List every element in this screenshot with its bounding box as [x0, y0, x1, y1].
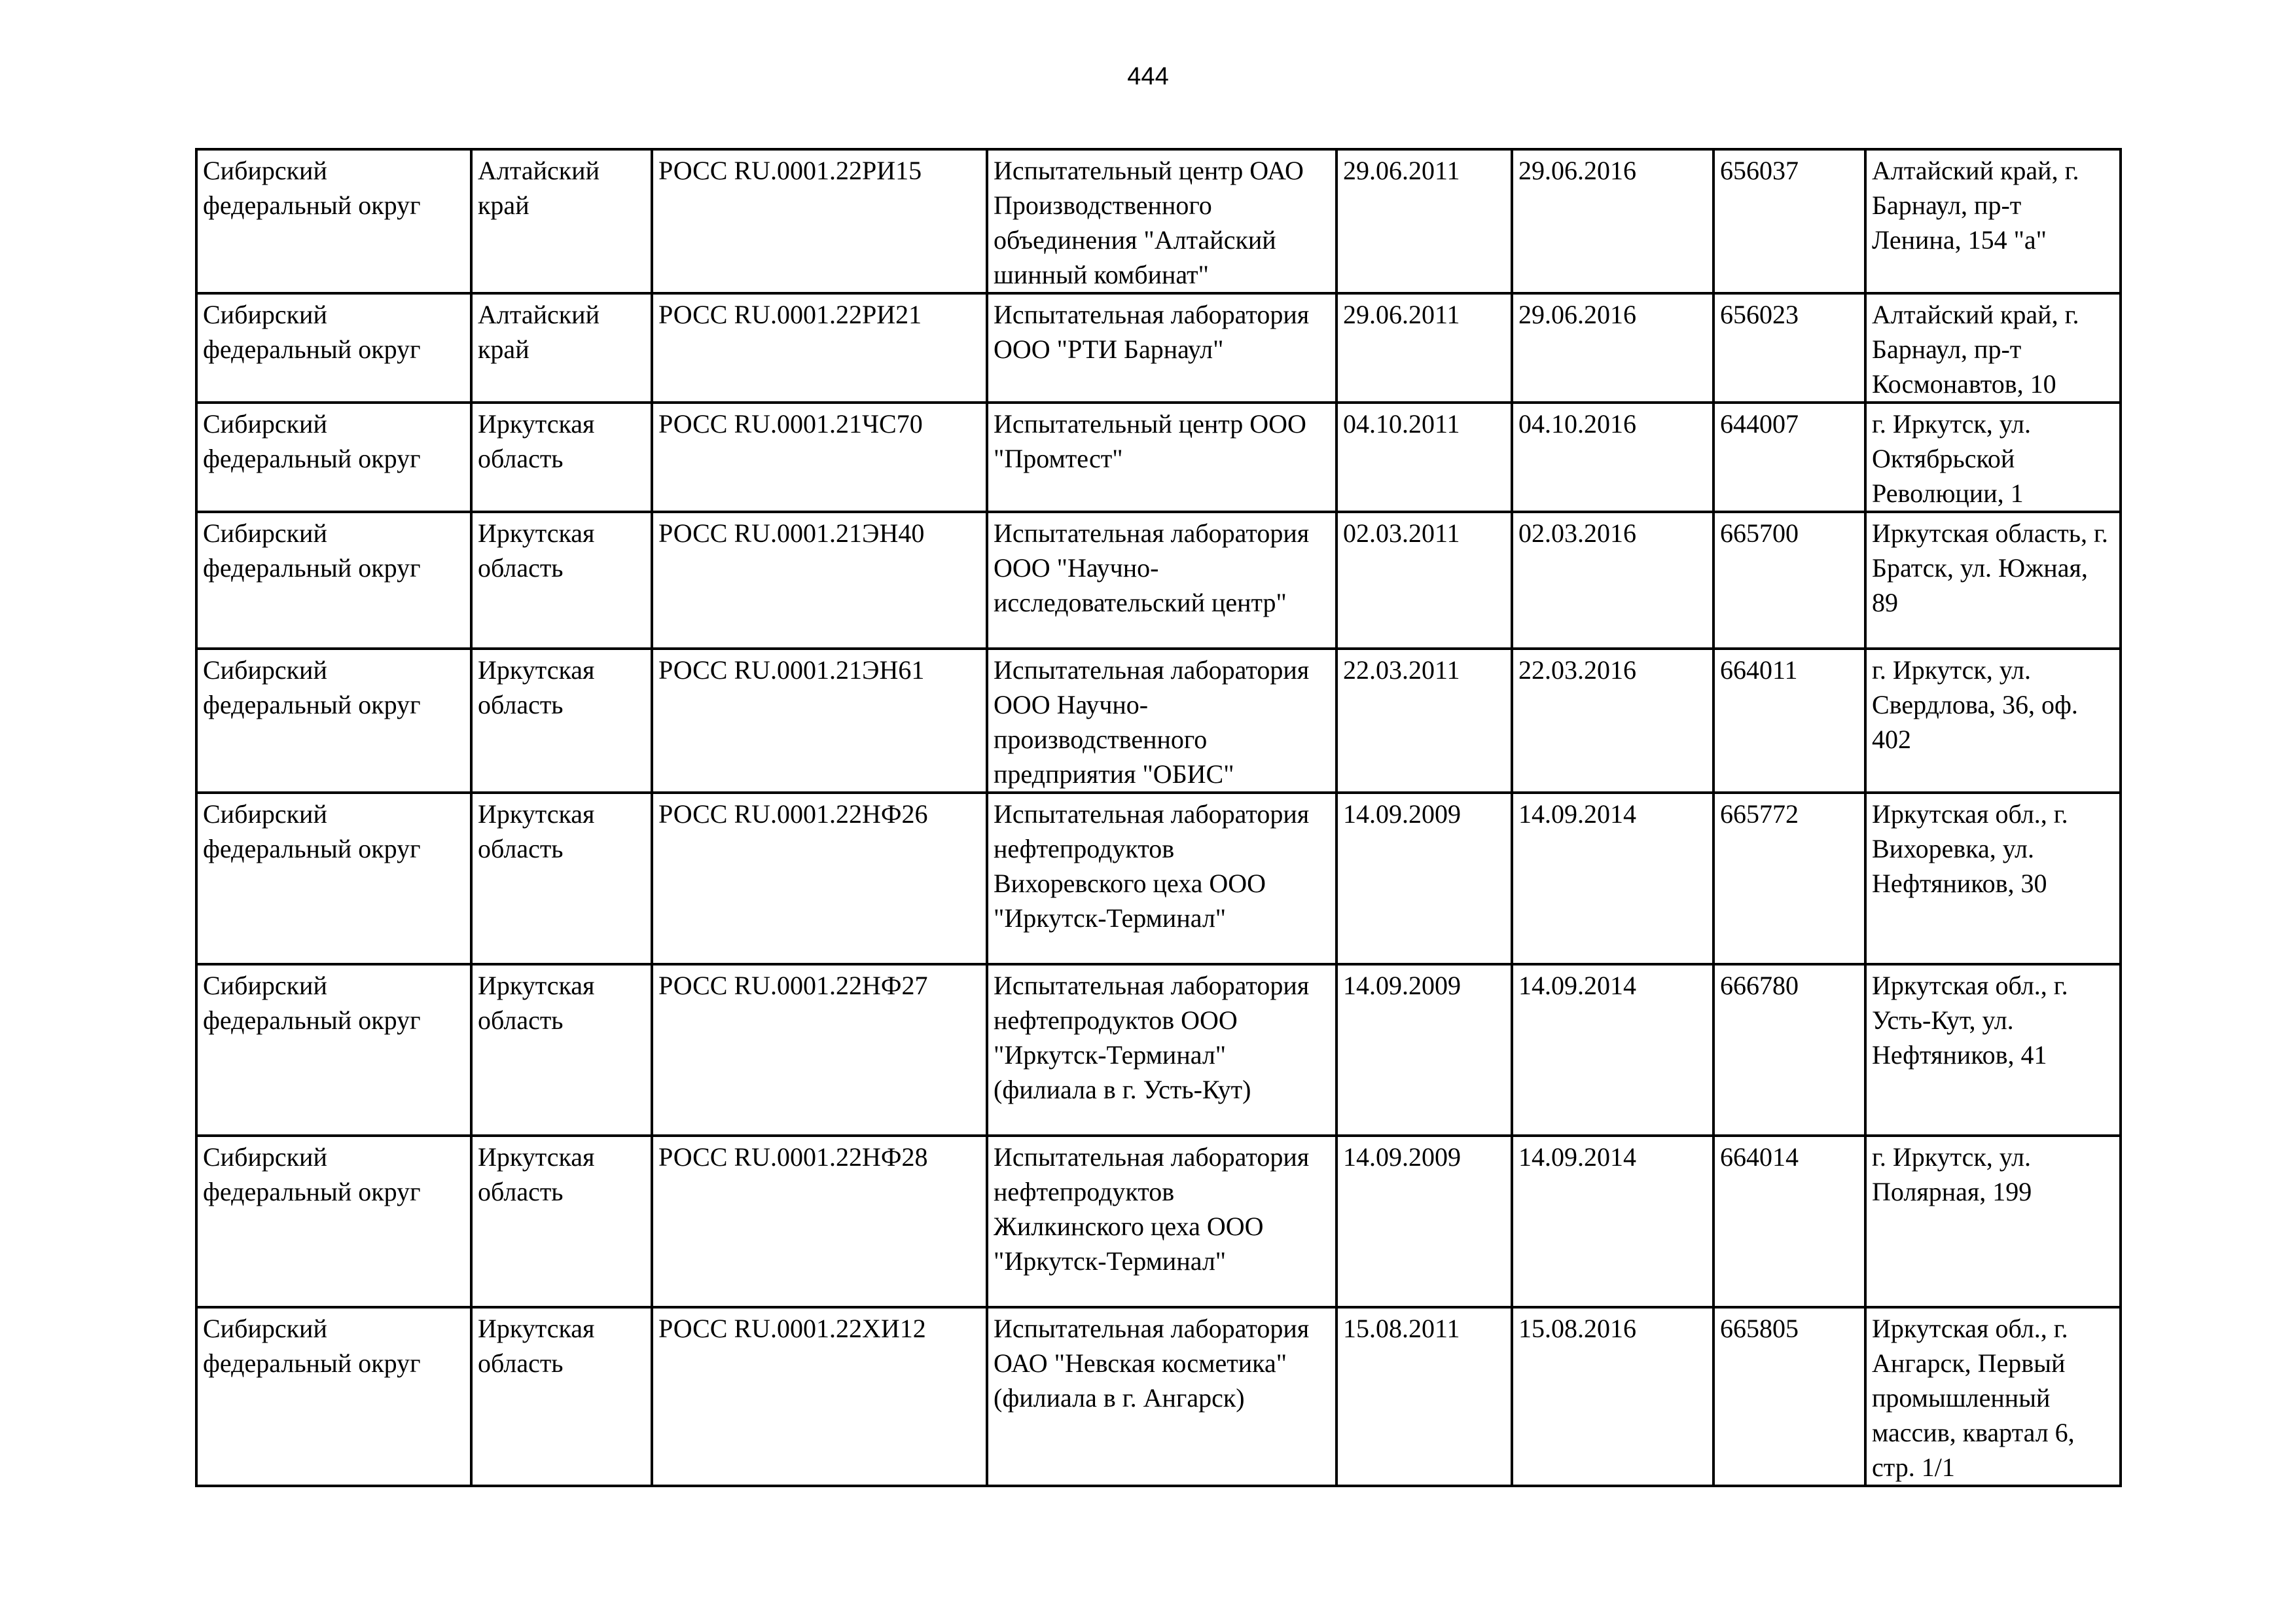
organization-cell: Испытательный центр ООО "Промтест": [987, 403, 1336, 512]
organization-cell: Испытательная лаборатория нефтепродуктов ООО "Иркутск-Терминал" (филиала в г. Усть-Кут): [987, 964, 1336, 1136]
table-row: [196, 649, 2121, 793]
date-from-cell: 15.08.2011: [1336, 1307, 1512, 1486]
date-to-cell: 02.03.2016: [1512, 512, 1713, 649]
registry-table: [195, 148, 2122, 1487]
reg-number-cell: РОСС RU.0001.22ХИ12: [652, 1307, 987, 1486]
address-cell: Иркутская обл., г. Усть-Кут, ул. Нефтяников, 41: [1865, 964, 2121, 1136]
district-cell: Сибирский федеральный округ: [196, 964, 471, 1136]
district-cell: Сибирский федеральный округ: [196, 649, 471, 793]
reg-number-cell: РОСС RU.0001.22НФ27: [652, 964, 987, 1136]
date-from-cell: 04.10.2011: [1336, 403, 1512, 512]
postal-code-cell: 664014: [1713, 1136, 1865, 1307]
address-cell: Иркутская обл., г. Вихоревка, ул. Нефтяников, 30: [1865, 793, 2121, 964]
postal-code-cell: 656023: [1713, 293, 1865, 403]
region-cell: Иркутская область: [471, 403, 652, 512]
district-cell: Сибирский федеральный округ: [196, 403, 471, 512]
district-cell: Сибирский федеральный округ: [196, 512, 471, 649]
date-from-cell: 29.06.2011: [1336, 149, 1512, 293]
reg-number-cell: РОСС RU.0001.21ЭН40: [652, 512, 987, 649]
registry-body: [196, 149, 2121, 1486]
address-cell: Иркутская область, г. Братск, ул. Южная, 89: [1865, 512, 2121, 649]
reg-number-cell: РОСС RU.0001.22РИ21: [652, 293, 987, 403]
region-cell: Иркутская область: [471, 793, 652, 964]
date-from-cell: 14.09.2009: [1336, 793, 1512, 964]
postal-code-cell: 664011: [1713, 649, 1865, 793]
date-to-cell: 14.09.2014: [1512, 964, 1713, 1136]
address-cell: г. Иркутск, ул. Свердлова, 36, оф. 402: [1865, 649, 2121, 793]
postal-code-cell: 656037: [1713, 149, 1865, 293]
postal-code-cell: 644007: [1713, 403, 1865, 512]
table-row: [196, 293, 2121, 403]
reg-number-cell: РОСС RU.0001.22НФ28: [652, 1136, 987, 1307]
reg-number-cell: РОСС RU.0001.21ЭН61: [652, 649, 987, 793]
reg-number-cell: РОСС RU.0001.22РИ15: [652, 149, 987, 293]
table-row: [196, 1307, 2121, 1486]
date-to-cell: 14.09.2014: [1512, 1136, 1713, 1307]
district-cell: Сибирский федеральный округ: [196, 1307, 471, 1486]
reg-number-cell: РОСС RU.0001.22НФ26: [652, 793, 987, 964]
address-cell: Алтайский край, г. Барнаул, пр-т Космонавтов, 10: [1865, 293, 2121, 403]
postal-code-cell: 665700: [1713, 512, 1865, 649]
region-cell: Иркутская область: [471, 1307, 652, 1486]
region-cell: Иркутская область: [471, 512, 652, 649]
table-row: [196, 149, 2121, 293]
region-cell: Алтайский край: [471, 293, 652, 403]
region-cell: Иркутская область: [471, 649, 652, 793]
organization-cell: Испытательная лаборатория ОАО "Невская косметика" (филиала в г. Ангарск): [987, 1307, 1336, 1486]
district-cell: Сибирский федеральный округ: [196, 1136, 471, 1307]
date-to-cell: 15.08.2016: [1512, 1307, 1713, 1486]
table-row: [196, 512, 2121, 649]
organization-cell: Испытательная лаборатория ООО Научно-производственного предприятия "ОБИС": [987, 649, 1336, 793]
date-from-cell: 29.06.2011: [1336, 293, 1512, 403]
date-to-cell: 04.10.2016: [1512, 403, 1713, 512]
organization-cell: Испытательная лаборатория ООО "РТИ Барнаул": [987, 293, 1336, 403]
district-cell: Сибирский федеральный округ: [196, 149, 471, 293]
region-cell: Алтайский край: [471, 149, 652, 293]
address-cell: Иркутская обл., г. Ангарск, Первый промышленный массив, квартал 6, стр. 1/1: [1865, 1307, 2121, 1486]
postal-code-cell: 665772: [1713, 793, 1865, 964]
date-to-cell: 22.03.2016: [1512, 649, 1713, 793]
table-row: [196, 403, 2121, 512]
table-row: [196, 793, 2121, 964]
organization-cell: Испытательный центр ОАО Производственного объединения "Алтайский шинный комбинат": [987, 149, 1336, 293]
date-from-cell: 14.09.2009: [1336, 1136, 1512, 1307]
date-to-cell: 29.06.2016: [1512, 149, 1713, 293]
district-cell: Сибирский федеральный округ: [196, 293, 471, 403]
organization-cell: Испытательная лаборатория ООО "Научно-исследовательский центр": [987, 512, 1336, 649]
address-cell: г. Иркутск, ул. Октябрьской Революции, 1: [1865, 403, 2121, 512]
page-number: 444: [1127, 63, 1169, 90]
region-cell: Иркутская область: [471, 964, 652, 1136]
date-from-cell: 02.03.2011: [1336, 512, 1512, 649]
organization-cell: Испытательная лаборатория нефтепродуктов Вихоревского цеха ООО "Иркутск-Терминал": [987, 793, 1336, 964]
organization-cell: Испытательная лаборатория нефтепродуктов Жилкинского цеха ООО "Иркутск-Терминал": [987, 1136, 1336, 1307]
address-cell: Алтайский край, г. Барнаул, пр-т Ленина, 154 "а": [1865, 149, 2121, 293]
date-from-cell: 14.09.2009: [1336, 964, 1512, 1136]
date-to-cell: 14.09.2014: [1512, 793, 1713, 964]
date-to-cell: 29.06.2016: [1512, 293, 1713, 403]
table-row: [196, 1136, 2121, 1307]
district-cell: Сибирский федеральный округ: [196, 793, 471, 964]
reg-number-cell: РОСС RU.0001.21ЧС70: [652, 403, 987, 512]
region-cell: Иркутская область: [471, 1136, 652, 1307]
address-cell: г. Иркутск, ул. Полярная, 199: [1865, 1136, 2121, 1307]
date-from-cell: 22.03.2011: [1336, 649, 1512, 793]
postal-code-cell: 665805: [1713, 1307, 1865, 1486]
postal-code-cell: 666780: [1713, 964, 1865, 1136]
table-row: [196, 964, 2121, 1136]
